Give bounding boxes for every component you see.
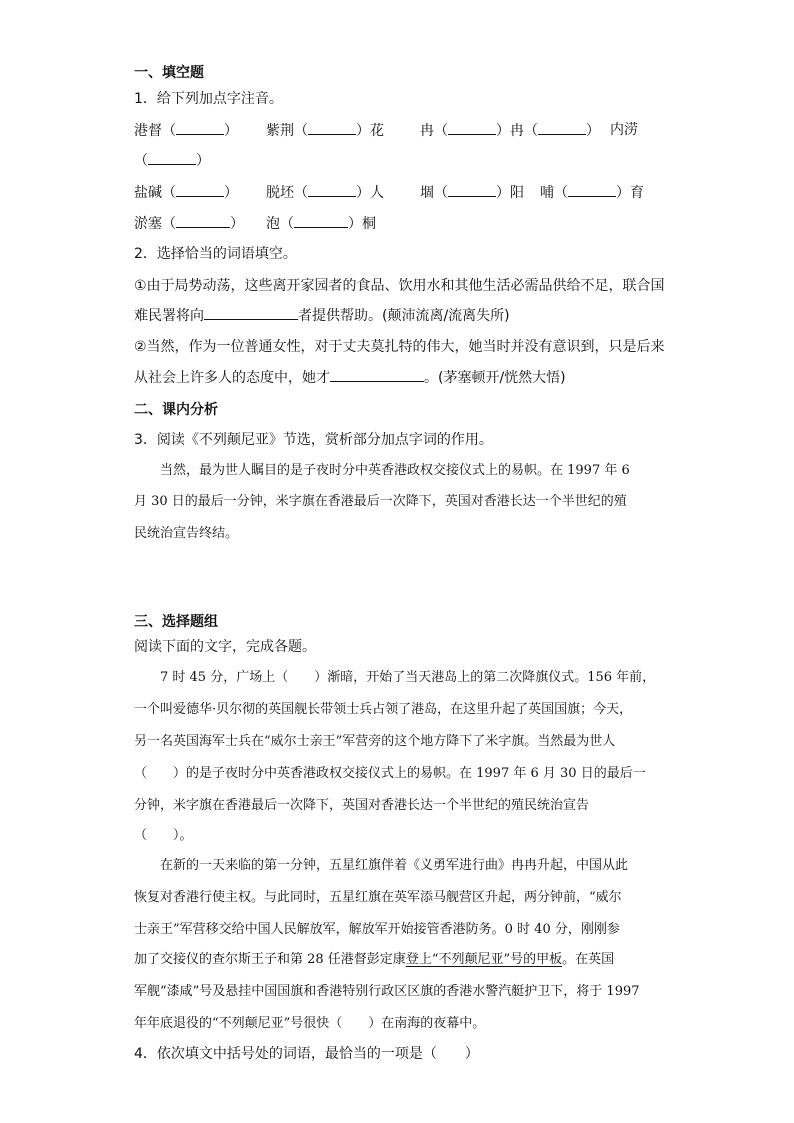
pinyin-item: 冉（ ）冉（ ） bbox=[420, 120, 600, 141]
question-4-prompt: 4．依次填文中括号处的词语，最恰当的一项是（ ） bbox=[134, 1046, 479, 1062]
pinyin-item: 紫荆（ ）花 bbox=[266, 120, 384, 141]
question-1-prompt: 1．给下列加点字注音。 bbox=[134, 91, 283, 107]
reading-line: 加了交接仪的查尔斯王子和第 28 任港督彭定康登上“不列颠尼亚”号的甲板。在英国 bbox=[134, 952, 615, 967]
reading-line: 分钟，米字旗在香港最后一次降下，英国对香港长达一个半世纪的殖民统治宣告 bbox=[134, 798, 590, 813]
pinyin-item: 内涝 bbox=[610, 122, 638, 138]
answer-blank[interactable] bbox=[294, 213, 348, 228]
answer-blank[interactable] bbox=[568, 182, 616, 197]
reading-line: 恢复对香港行使主权。与此同时，五星红旗在英军添马舰营区升起，两分钟前，“威尔 bbox=[134, 890, 622, 905]
answer-blank[interactable] bbox=[148, 150, 196, 165]
question-2-prompt: 2．选择恰当的词语填空。 bbox=[134, 246, 297, 262]
answer-blank[interactable] bbox=[176, 182, 224, 197]
reading-line: 在新的一天来临的第一分钟，五星红旗伴着《义勇军进行曲》冉冉升起，中国从此 bbox=[160, 858, 629, 873]
reading-line: （ ）的是子夜时分中英香港政权交接仪式上的易帜。在 1997 年 6 月 30 日的最后一 bbox=[134, 766, 646, 781]
underlined-phrase: 登上“不列颠尼亚”号的甲板 bbox=[405, 952, 563, 967]
pinyin-item: 港督（ ） bbox=[134, 120, 238, 141]
section-heading-choice: 三、选择题组 bbox=[134, 614, 218, 630]
answer-blank[interactable] bbox=[308, 120, 356, 135]
passage-line: 当然，最为世人瞩目的是子夜时分中英香港政权交接仪式上的易帜。在 1997 年 6 bbox=[160, 463, 630, 478]
reading-line: 士亲王”军营移交给中国人民解放军，解放军开始接管香港防务。0 时 40 分，刚刚参 bbox=[134, 922, 620, 937]
section-heading-fill-blank: 一、填空题 bbox=[134, 65, 204, 81]
sentence-2-line-2: 从社会上许多人的态度中，她才 。(茅塞顿开/恍然大悟) bbox=[134, 367, 566, 388]
answer-blank[interactable] bbox=[204, 305, 298, 320]
pinyin-item: 脱坯（ ）人 bbox=[266, 182, 384, 203]
section-heading-analysis: 二、课内分析 bbox=[134, 402, 218, 418]
sentence-1-line-1: ①由于局势动荡，这些离开家园者的食品、饮用水和其他生活必需品供给不足，联合国 bbox=[134, 278, 665, 294]
pinyin-item: 堌（ ）阳 bbox=[420, 182, 524, 203]
sentence-2-line-1: ②当然，作为一位普通女性，对于丈夫莫扎特的伟大，她当时并没有意识到，只是后来 bbox=[134, 339, 665, 355]
reading-line: 另一名英国海军士兵在“威尔士亲王”军营旁的这个地方降下了米字旗。当然最为世人 bbox=[134, 734, 616, 749]
pinyin-item: 哺（ ）育 bbox=[540, 182, 644, 203]
answer-blank[interactable] bbox=[176, 120, 224, 135]
answer-blank[interactable] bbox=[448, 182, 496, 197]
pinyin-item: 盐碱（ ） bbox=[134, 182, 238, 203]
reading-line: 军舰“漆咸”号及悬挂中国国旗和香港特别行政区区旗的香港水警汽艇护卫下，将于 1997 bbox=[134, 984, 640, 999]
passage-line: 月 30 日的最后一分钟，米字旗在香港最后一次降下，英国对香港长达一个半世纪的殖 bbox=[134, 494, 627, 509]
reading-line: 年年底退役的“不列颠尼亚”号很快（ ）在南海的夜幕中。 bbox=[134, 1016, 486, 1031]
choice-intro: 阅读下面的文字，完成各题。 bbox=[134, 639, 316, 655]
sentence-1-line-2: 难民署将向 者提供帮助。(颠沛流离/流离失所) bbox=[134, 305, 510, 326]
answer-blank[interactable] bbox=[176, 213, 230, 228]
reading-line: 7 时 45 分，广场上（ ）渐暗，开始了当天港岛上的第二次降旗仪式。156 年前， bbox=[160, 670, 656, 685]
passage-line: 民统治宣告终结。 bbox=[134, 526, 239, 541]
answer-blank[interactable] bbox=[448, 120, 496, 135]
question-3-prompt: 3．阅读《不列颠尼亚》节选，赏析部分加点字词的作用。 bbox=[134, 432, 493, 448]
answer-blank[interactable] bbox=[330, 367, 424, 382]
answer-blank[interactable] bbox=[308, 182, 356, 197]
reading-line: （ ）。 bbox=[134, 828, 193, 843]
pinyin-item: 泡（ ）桐 bbox=[266, 213, 376, 234]
answer-blank[interactable] bbox=[538, 120, 586, 135]
pinyin-item: 淤塞（ ） bbox=[134, 213, 244, 234]
reading-line: 一个叫爱德华·贝尔彻的英国舰长带领士兵占领了港岛，在这里升起了英国国旗；今天， bbox=[134, 702, 633, 717]
pinyin-item: （ ） bbox=[134, 150, 210, 171]
